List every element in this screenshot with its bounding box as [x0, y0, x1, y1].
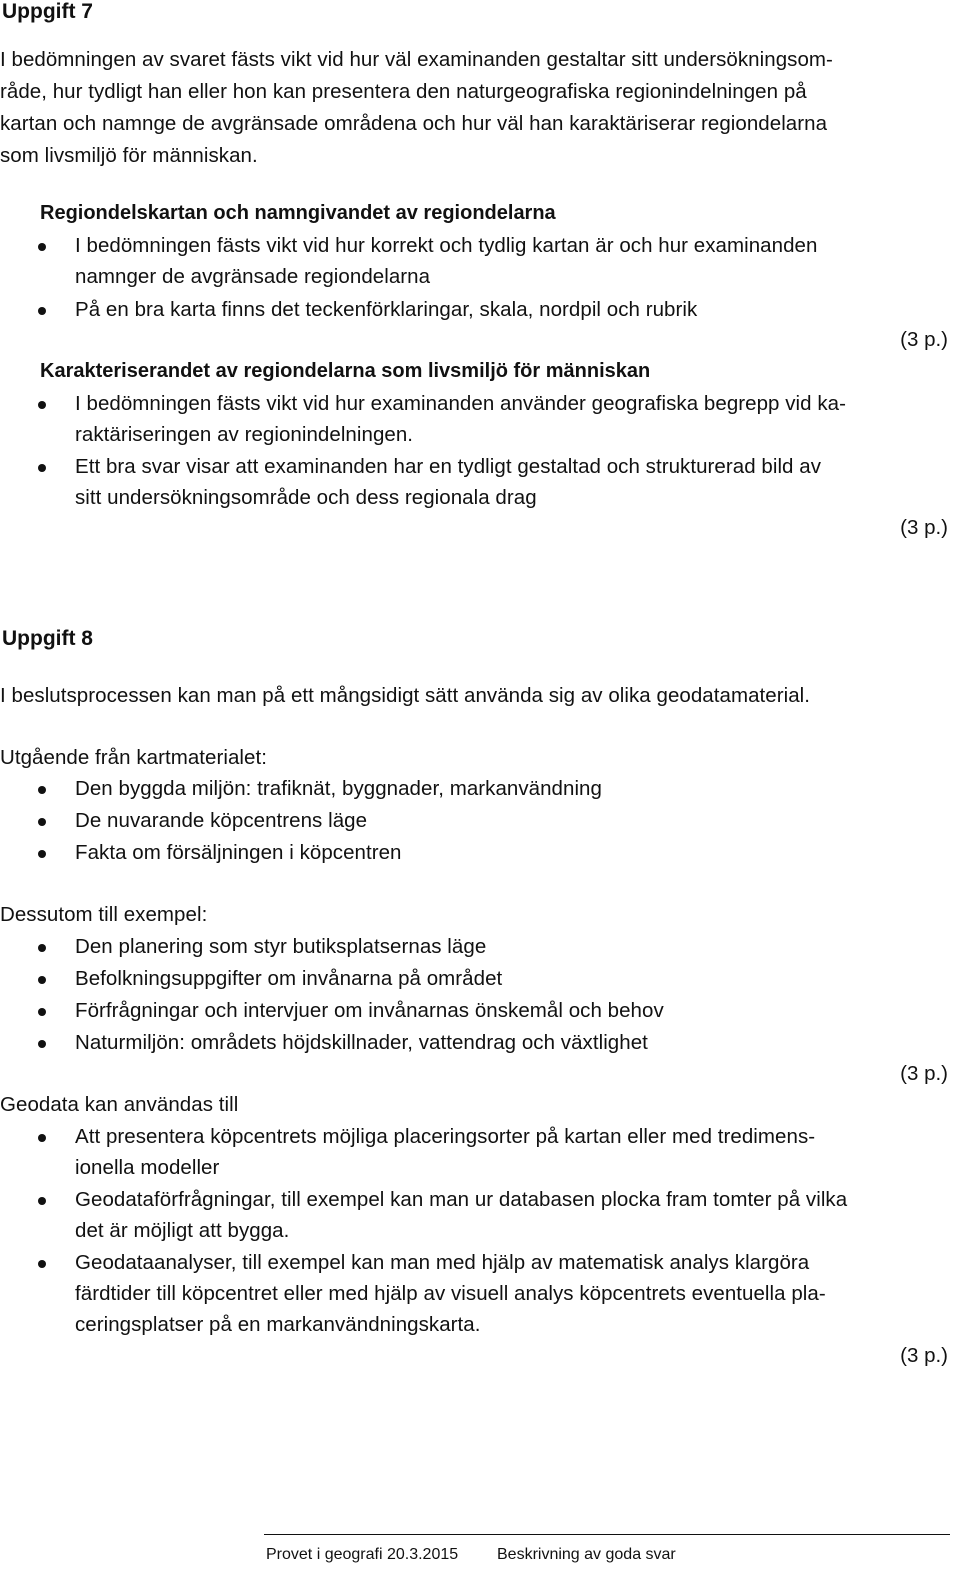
- task8-list1-item: Den byggda miljön: trafiknät, byggnader, markanvändning: [75, 777, 602, 800]
- task7-section2-title: Karakteriserandet av regiondelarna som livsmiljö för människan: [40, 360, 651, 382]
- task8-list1-item: De nuvarande köpcentrens läge: [75, 809, 368, 832]
- task8-list3-item2-line2: det är möjligt att bygga.: [75, 1219, 290, 1242]
- bullet-icon: [38, 786, 46, 794]
- task8-list2-item: Naturmiljön: områdets höjdskillnader, vattendrag och växtlighet: [75, 1031, 648, 1054]
- task8-list2-item: Förfrågningar och intervjuer om invånarnas önskemål och behov: [75, 999, 664, 1022]
- bullet-icon: [38, 1134, 46, 1142]
- footer-exam-title: Provet i geografi 20.3.2015: [266, 1546, 459, 1563]
- task7-s2-bullet1-line2: raktäriseringen av regionindelningen.: [75, 423, 414, 446]
- bullet-icon: [38, 1260, 46, 1268]
- task7-s1-bullet2-line1: På en bra karta finns det teckenförklaringar, skala, nordpil och rubrik: [75, 298, 698, 321]
- bullet-icon: [38, 1197, 46, 1205]
- task8-heading: Uppgift 8: [2, 627, 93, 650]
- bullet-icon: [38, 976, 46, 984]
- bullet-icon: [38, 944, 46, 952]
- task8-list2-item: Den planering som styr butiksplatsernas läge: [75, 935, 487, 958]
- task7-intro-line-4: som livsmiljö för människan.: [0, 144, 258, 167]
- task7-s2-bullet1-line1: I bedömningen fästs vikt vid hur examinanden använder geografiska begrepp vid ka-: [75, 392, 846, 415]
- task8-list3-item3-line2: färdtider till köpcentret eller med hjälp av visuell analys köpcentrets eventuella pla-: [75, 1282, 826, 1305]
- task8-list3-title: Geodata kan användas till: [0, 1093, 239, 1116]
- task8-list3-item3-line3: ceringsplatser på en markanvändningskarta.: [75, 1313, 481, 1336]
- task7-intro-line-3: kartan och namnge de avgränsade områdena och hur väl han karaktäriserar regiondelarna: [0, 112, 828, 135]
- bullet-icon: [38, 818, 46, 826]
- task8-intro: I beslutsprocessen kan man på ett mångsidigt sätt använda sig av olika geodatamaterial.: [0, 684, 811, 707]
- task7-s1-bullet1-line1: I bedömningen fästs vikt vid hur korrekt och tydlig kartan är och hur examinanden: [75, 234, 818, 257]
- task7-s1-bullet1-line2: namnger de avgränsade regiondelarna: [75, 265, 431, 288]
- task8-list3-points: (3 p.): [900, 1344, 948, 1367]
- bullet-icon: [38, 243, 46, 251]
- bullet-icon: [38, 1008, 46, 1016]
- task7-intro-line-2: råde, hur tydligt han eller hon kan presentera den naturgeografiska regionindelningen på: [0, 80, 807, 103]
- task7-section1-points: (3 p.): [900, 328, 948, 351]
- task8-list2-item: Befolkningsuppgifter om invånarna på området: [75, 967, 503, 990]
- task8-list3-item2-line1: Geodataförfrågningar, till exempel kan man ur databasen plocka fram tomter på vilka: [75, 1188, 848, 1211]
- task7-s2-bullet2-line1: Ett bra svar visar att examinanden har en tydligt gestaltad och strukturerad bild av: [75, 455, 822, 478]
- task8-list2-points: (3 p.): [900, 1062, 948, 1085]
- task8-list1-title: Utgående från kartmaterialet:: [0, 746, 267, 769]
- footer-description: Beskrivning av goda svar: [497, 1546, 676, 1563]
- bullet-icon: [38, 1040, 46, 1048]
- footer-rule: [264, 1534, 950, 1535]
- task7-section1-title: Regiondelskartan och namngivandet av regiondelarna: [40, 202, 556, 224]
- bullet-icon: [38, 401, 46, 409]
- bullet-icon: [38, 464, 46, 472]
- task8-list3-item1-line2: ionella modeller: [75, 1156, 220, 1179]
- task7-intro-line-1: I bedömningen av svaret fästs vikt vid hur väl examinanden gestaltar sitt undersökningsom-: [0, 48, 833, 71]
- task8-list1-item: Fakta om försäljningen i köpcentren: [75, 841, 402, 864]
- task8-list3-item1-line1: Att presentera köpcentrets möjliga placeringsorter på kartan eller med tredimens-: [75, 1125, 816, 1148]
- task8-list2-title: Dessutom till exempel:: [0, 903, 208, 926]
- task7-section2-points: (3 p.): [900, 516, 948, 539]
- task7-s2-bullet2-line2: sitt undersökningsområde och dess regionala drag: [75, 486, 537, 509]
- bullet-icon: [38, 850, 46, 858]
- task8-list3-item3-line1: Geodataanalyser, till exempel kan man med hjälp av matematisk analys klargöra: [75, 1251, 810, 1274]
- task7-heading: Uppgift 7: [2, 0, 93, 23]
- bullet-icon: [38, 307, 46, 315]
